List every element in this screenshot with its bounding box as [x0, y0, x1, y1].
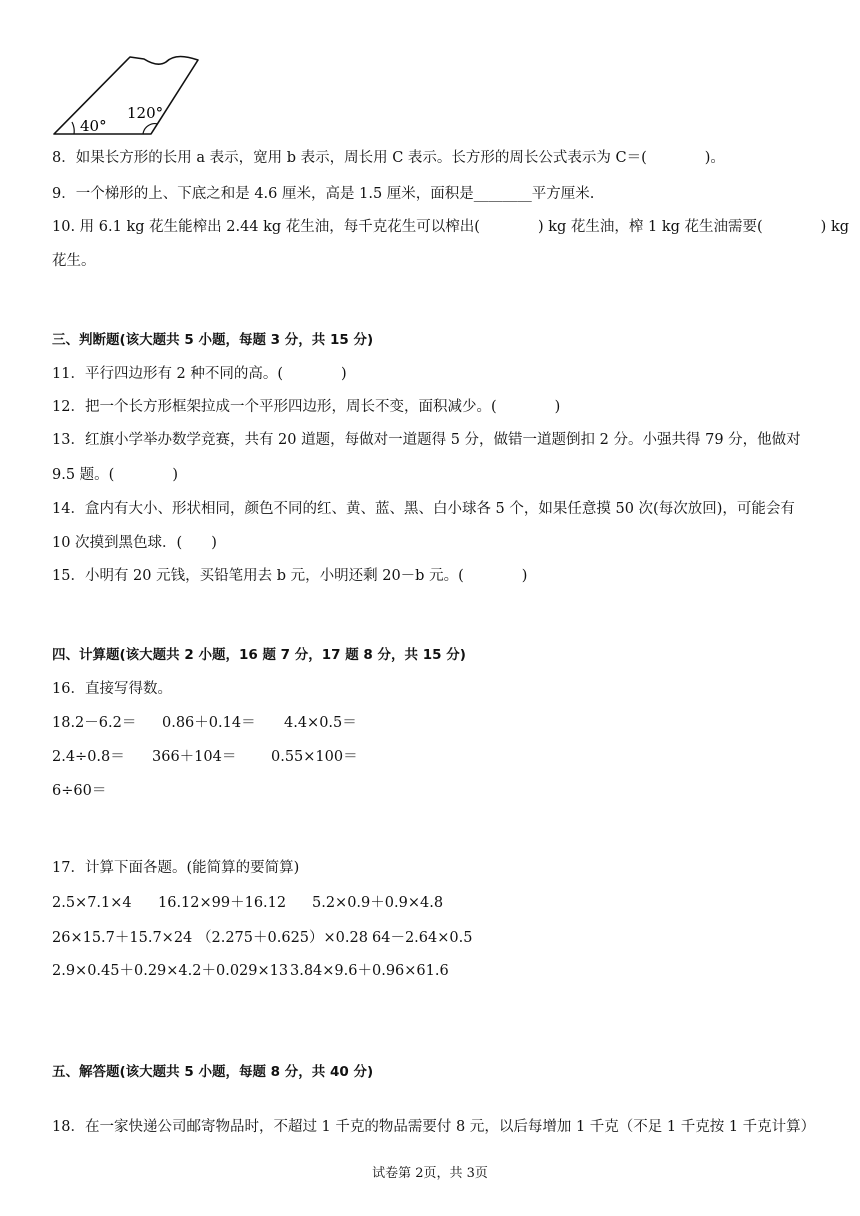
- q17-item: 64－2.64×0.5: [372, 930, 473, 946]
- question-8: 8．如果长方形的长用 a 表示，宽用 b 表示，周长用 C 表示。长方形的周长公式表示为 C＝( )。: [52, 150, 725, 166]
- q16-item: 18.2－6.2＝: [52, 715, 137, 731]
- question-17-title: 17．计算下面各题。(能简算的要简算): [52, 860, 300, 876]
- question-13-line-1: 13．红旗小学举办数学竞赛，共有 20 道题，每做对一道题得 5 分，做错一道题倒扣 2 分。小强共得 79 分，他做对: [52, 432, 801, 448]
- angle-label-left: 40°: [80, 117, 107, 135]
- q16-item: 2.4÷0.8＝: [52, 749, 125, 765]
- section-4-heading: 四、计算题(该大题共 2 小题，16 题 7 分，17 题 8 分，共 15 分): [52, 647, 466, 663]
- q17-item: 26×15.7＋15.7×24: [52, 930, 193, 946]
- q17-item: 5.2×0.9＋0.9×4.8: [312, 895, 444, 911]
- q17-item: 2.9×0.45＋0.29×4.2＋0.029×13: [52, 963, 289, 979]
- question-15: 15．小明有 20 元钱，买铅笔用去 b 元，小明还剩 20－b 元。( ): [52, 568, 528, 584]
- question-11: 11．平行四边形有 2 种不同的高。( ): [52, 366, 347, 382]
- q16-item: 4.4×0.5＝: [284, 715, 357, 731]
- question-13-line-2: 9.5 题。( ): [52, 467, 178, 483]
- question-12: 12．把一个长方形框架拉成一个平形四边形，周长不变，面积减少。( ): [52, 399, 561, 415]
- question-10-line-1: 10. 用 6.1 kg 花生能榨出 2.44 kg 花生油，每千克花生可以榨出( ) kg 花生油，榨 1 kg 花生油需要( ) kg: [52, 219, 850, 235]
- question-10-line-2: 花生。: [52, 253, 96, 269]
- q17-item: （2.275＋0.625）×0.28: [197, 930, 368, 946]
- trapezoid-figure: [48, 52, 208, 142]
- q17-item: 16.12×99＋16.12: [158, 895, 287, 911]
- question-14-line-2: 10 次摸到黑色球．( ): [52, 535, 217, 551]
- question-16-title: 16．直接写得数。: [52, 681, 172, 697]
- section-5-heading: 五、解答题(该大题共 5 小题，每题 8 分，共 40 分): [52, 1064, 374, 1080]
- q17-item: 2.5×7.1×4: [52, 895, 132, 911]
- angle-label-right: 120°: [127, 104, 164, 122]
- q16-item: 0.86＋0.14＝: [162, 715, 256, 731]
- section-3-heading: 三、判断题(该大题共 5 小题，每题 3 分，共 15 分): [52, 332, 374, 348]
- page-footer: 试卷第 2页，共 3页: [372, 1166, 488, 1181]
- q17-item: 3.84×9.6＋0.96×61.6: [290, 963, 449, 979]
- q16-item: 6÷60＝: [52, 783, 107, 799]
- question-18-line-1: 18．在一家快递公司邮寄物品时，不超过 1 千克的物品需要付 8 元，以后每增加 1 千克（不足 1 千克按 1 千克计算）: [52, 1119, 816, 1135]
- question-14-line-1: 14．盒内有大小、形状相同，颜色不同的红、黄、蓝、黑、白小球各 5 个，如果任意摸 50 次(每次放回)，可能会有: [52, 501, 795, 517]
- question-9: 9．一个梯形的上、下底之和是 4.6 厘米，高是 1.5 厘米，面积是________平方厘米.: [52, 186, 595, 202]
- q16-item: 366＋104＝: [152, 749, 237, 765]
- q16-item: 0.55×100＝: [271, 749, 358, 765]
